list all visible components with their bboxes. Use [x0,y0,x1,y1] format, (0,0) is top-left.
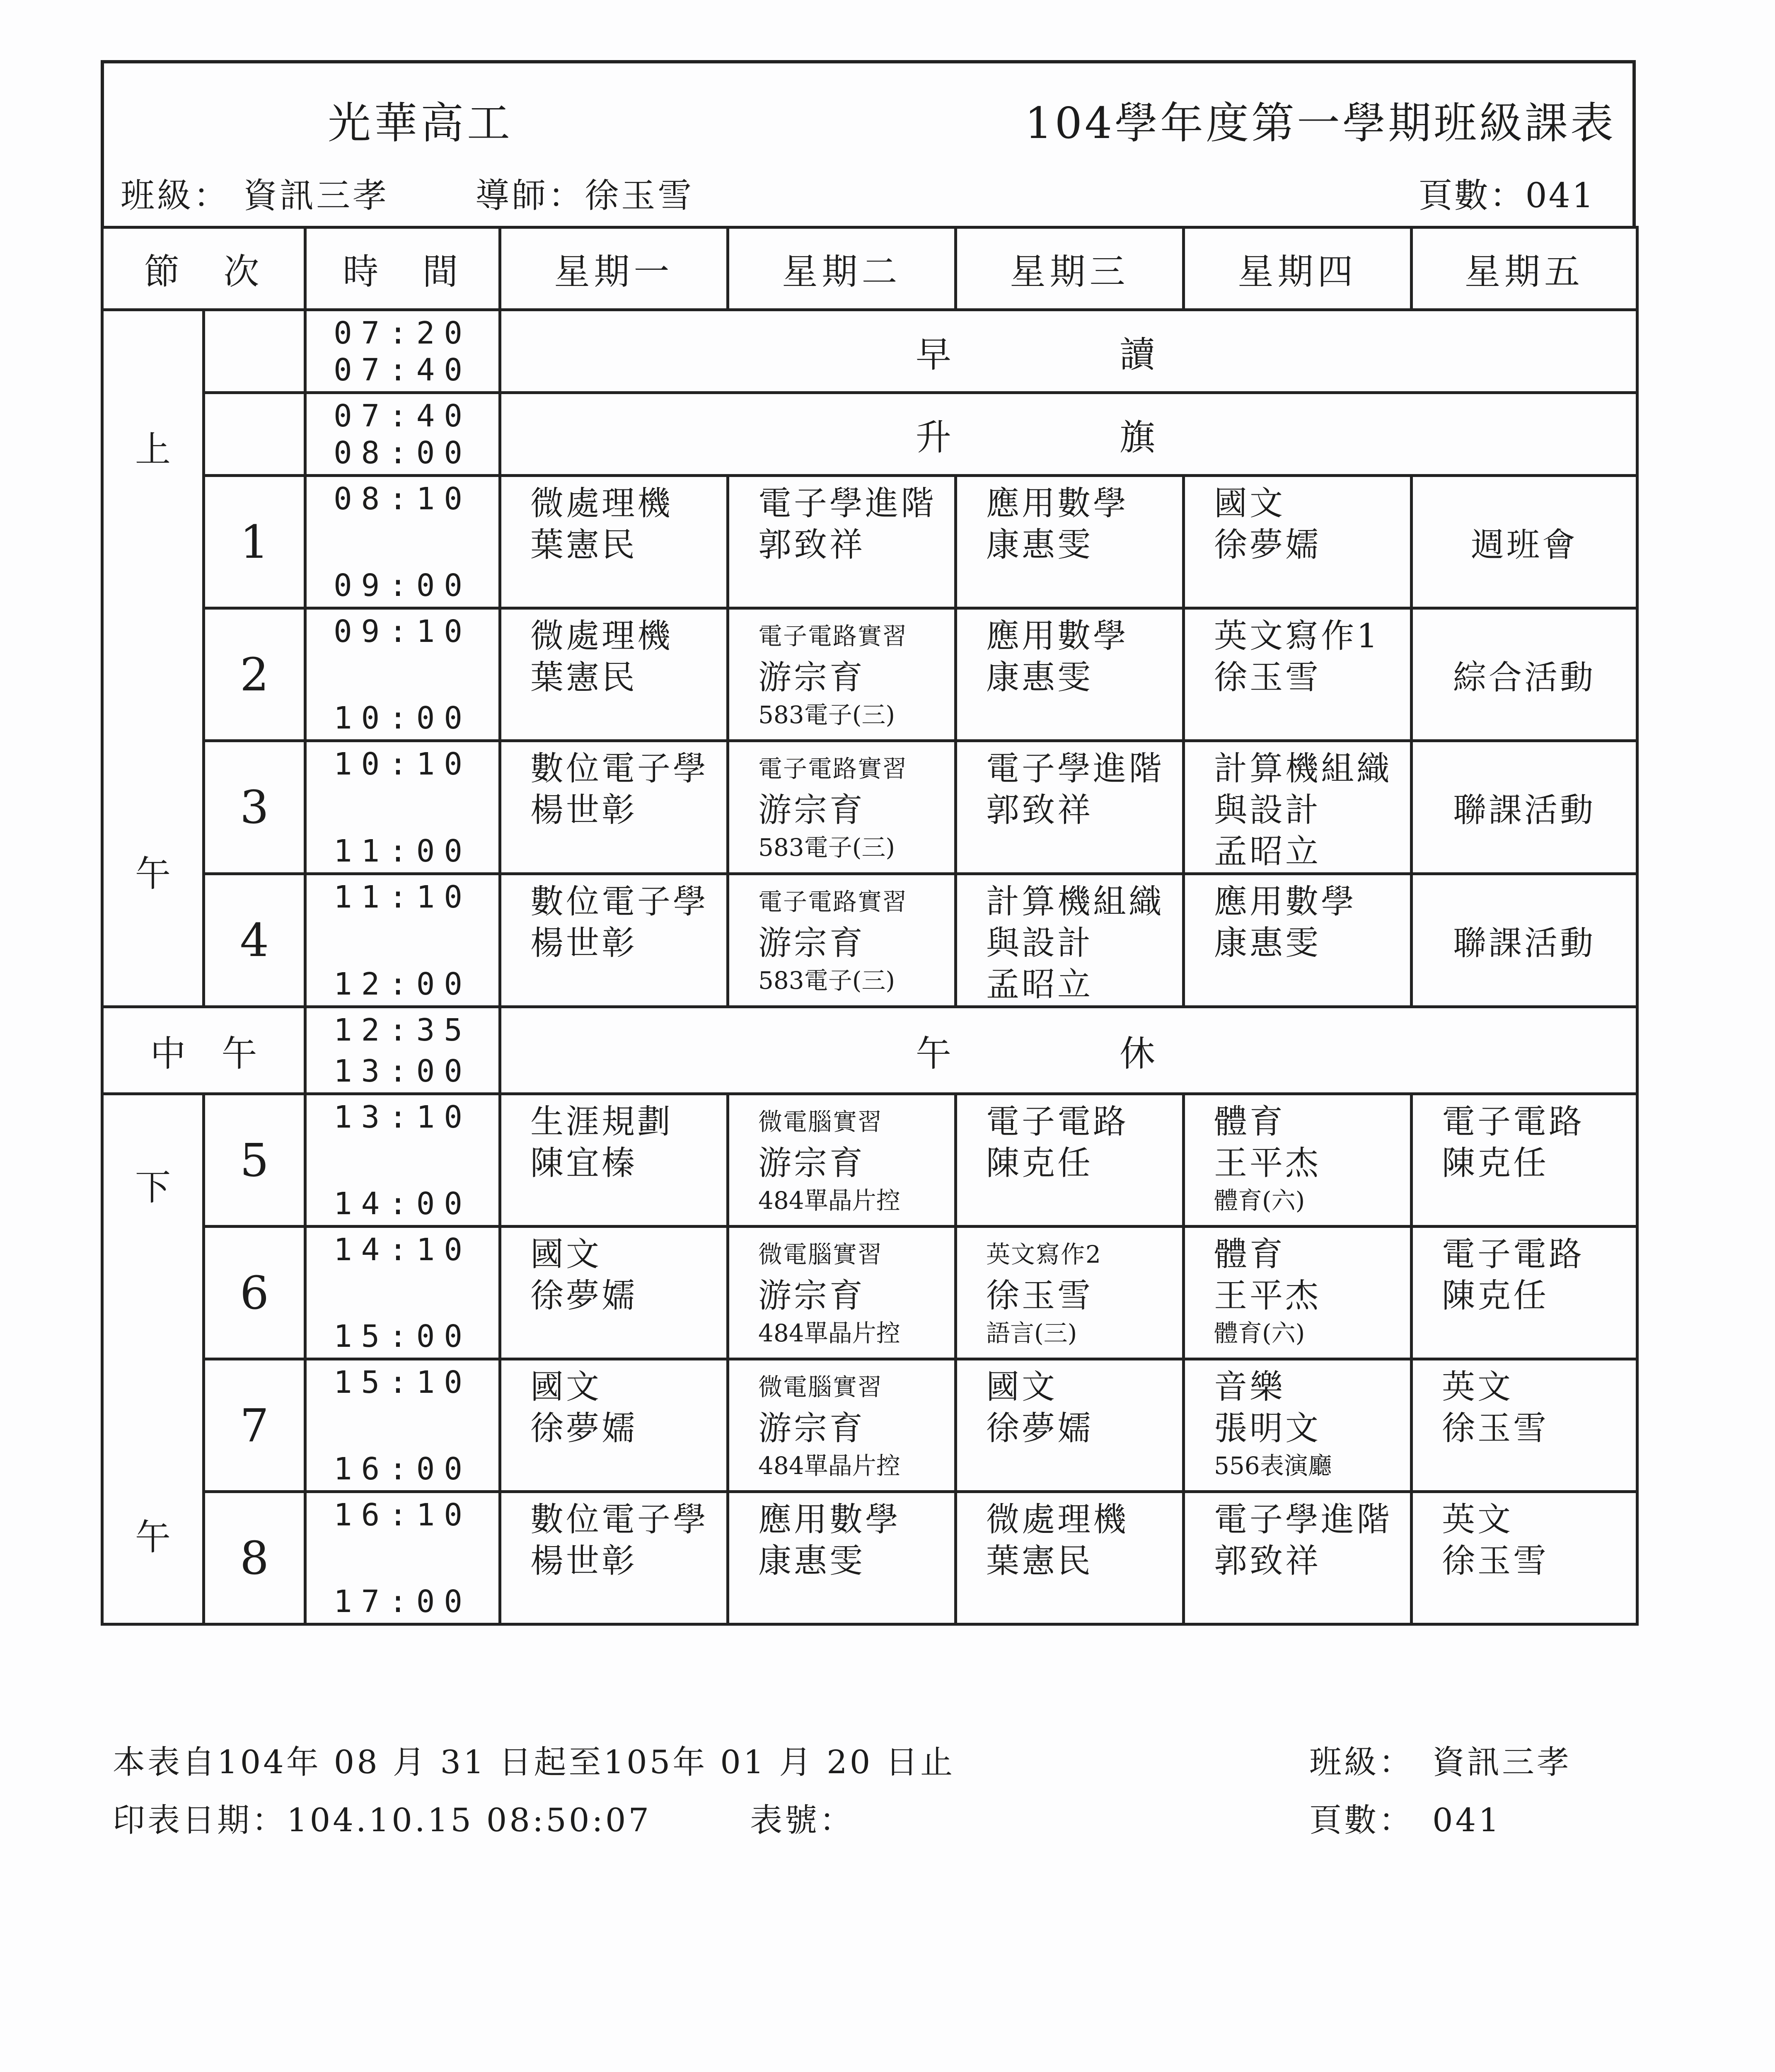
end-time: 15:00 [334,1319,472,1354]
afternoon-section [102,1094,204,1624]
subject-name: 英文 [1442,1500,1513,1539]
class-cell [728,1094,956,1227]
end-time: 09:00 [334,568,472,603]
end-time: 14:00 [334,1186,472,1222]
period-row [102,1492,1637,1624]
end-time: 16:00 [334,1451,472,1487]
activity-name: 綜合活動 [1453,658,1596,697]
time-cell [305,1359,500,1492]
time-cell [305,1007,500,1094]
start-time: 10:10 [334,746,472,782]
subject-name: 英文 [1442,1368,1513,1406]
schedule-table [101,226,1639,1626]
subject-name: 國文 [986,1368,1057,1406]
print-date: 印表日期：104.10.15 08:50:07 [113,1802,652,1839]
subject-name: 微處理機 [986,1500,1129,1539]
period-number: 6 [204,1227,305,1359]
teacher-name: 陳宜榛 [530,1144,637,1182]
teacher-name: 游宗育 [758,1276,865,1315]
class-info [121,169,694,217]
start-time: 16:10 [334,1497,472,1533]
subject-name: 電子學進階 [1214,1500,1392,1539]
class-cell [1184,1359,1412,1492]
start-time: 09:10 [334,614,472,649]
subject-name: 微電腦實習 [758,1373,883,1401]
teacher-name: 徐夢嬬 [1214,525,1321,564]
teacher-name: 楊世彰 [530,924,637,962]
period-number: 2 [204,608,305,741]
activity-name: 週班會 [1471,525,1578,564]
lunch-label: 午 休 [500,1007,1637,1094]
period-row [102,476,1637,608]
teacher-name: 游宗育 [758,924,865,962]
subject-name: 微電腦實習 [758,1240,883,1268]
class-cell [1184,1094,1412,1227]
start-time: 12:35 [334,1012,472,1048]
start-time: 15:10 [334,1365,472,1400]
subject-name: 應用數學 [986,617,1129,655]
period-number: 7 [204,1359,305,1492]
end-time: 08:00 [334,435,472,471]
time-cell [305,310,500,393]
class-cell [1184,608,1412,741]
class-cell [956,874,1184,1007]
time-cell [305,874,500,1007]
time-cell [305,1492,500,1624]
start-time: 07:40 [334,398,472,434]
subject-name: 應用數學 [758,1500,901,1539]
subject-name: 生涯規劃 [530,1102,673,1141]
title-bar [101,60,1636,148]
class-cell [728,1227,956,1359]
reading-label: 早 讀 [500,310,1637,393]
class-cell [956,608,1184,741]
class-cell [1412,1094,1637,1227]
timetable-sheet [101,60,1636,1635]
start-time: 13:10 [334,1099,472,1135]
teacher-name: 孟昭立 [1214,832,1321,871]
column-header-row [102,228,1637,310]
room-name: 556表演廳 [1214,1452,1332,1480]
class-cell [1184,741,1412,874]
teacher-name: 徐玉雪 [1442,1409,1549,1447]
class-label: 班級： [121,176,230,215]
end-time: 12:00 [334,966,472,1002]
subject-name: 微處理機 [530,617,673,655]
activity-name: 聯課活動 [1453,791,1596,830]
subject-name: 數位電子學 [530,1500,709,1539]
subject-name: 電子學進階 [986,749,1164,788]
class-cell [1412,1227,1637,1359]
teacher-name: 徐玉雪 [986,1276,1093,1315]
page-number: 頁數：041 [1418,176,1595,215]
subject-name: 英文寫作1 [1214,617,1380,655]
subject-name: 電子電路 [986,1102,1129,1141]
validity-period: 本表自104年 08 月 31 日起至105年 01 月 20 日止 [113,1744,955,1781]
subject-name: 計算機組織與設計 [1214,749,1392,829]
period-number: 4 [204,874,305,1007]
subject-name: 電子電路實習 [758,622,908,650]
class-cell [728,476,956,608]
class-cell [1184,1492,1412,1624]
class-cell [1412,874,1637,1007]
teacher-name: 王平杰 [1214,1276,1321,1315]
room-name: 484單晶片控 [758,1186,900,1215]
class-cell [500,1227,728,1359]
start-time: 14:10 [334,1232,472,1268]
subject-name: 微電腦實習 [758,1108,883,1136]
period-number: 1 [204,476,305,608]
class-cell [1412,1359,1637,1492]
room-name: 語言(三) [986,1319,1077,1347]
afternoon-char-1: 下 [135,1167,171,1208]
subject-name: 音樂 [1214,1368,1285,1406]
class-cell [500,476,728,608]
class-cell [956,741,1184,874]
class-cell [500,874,728,1007]
subject-name: 體育 [1214,1102,1285,1141]
subject-name: 英文寫作2 [986,1240,1102,1268]
end-time: 10:00 [334,700,472,736]
class-cell [500,1094,728,1227]
teacher-name: 陳克任 [1442,1144,1549,1182]
period-number: 5 [204,1094,305,1227]
subject-name: 國文 [530,1235,602,1273]
end-time: 17:00 [334,1584,472,1619]
subject-name: 應用數學 [986,484,1129,523]
teacher-name: 游宗育 [758,1144,865,1182]
teacher-name: 陳克任 [986,1144,1093,1182]
teacher-name: 郭致祥 [758,525,865,564]
teacher-name: 徐玉雪 [1442,1542,1549,1580]
class-cell [728,1492,956,1624]
teacher-name: 葉憲民 [530,525,637,564]
class-cell [500,1359,728,1492]
start-time: 08:10 [334,481,472,517]
teacher-name: 楊世彰 [530,791,637,829]
class-cell [1412,1492,1637,1624]
end-time: 11:00 [334,833,472,869]
time-cell [305,1227,500,1359]
teacher-name: 徐夢嬬 [530,1409,637,1447]
teacher-name: 徐玉雪 [1214,658,1321,697]
period-row [102,874,1637,1007]
teacher-name: 游宗育 [758,1409,865,1447]
teacher-name: 楊世彰 [530,1542,637,1580]
subject-name: 數位電子學 [530,882,709,921]
subject-name: 微處理機 [530,484,673,523]
flag-label: 升 旗 [500,393,1637,476]
time-cell [305,476,500,608]
subject-name: 數位電子學 [530,749,709,788]
period-row [102,1094,1637,1227]
class-cell [956,1094,1184,1227]
class-cell [728,741,956,874]
activity-name: 聯課活動 [1453,924,1596,963]
class-cell [500,608,728,741]
col-mon: 星期一 [500,228,728,310]
room-name: 583電子(三) [758,701,895,729]
period-number: 3 [204,741,305,874]
class-cell [956,1359,1184,1492]
footer-class: 班級： 資訊三孝 [1309,1744,1572,1781]
footer-page: 頁數： 041 [1309,1802,1502,1839]
morning-char-1: 上 [135,428,171,470]
end-time: 07:40 [334,352,472,388]
room-name: 484單晶片控 [758,1319,900,1347]
class-value: 資訊三孝 [243,176,389,215]
subject-name: 國文 [1214,484,1285,523]
class-cell [1412,476,1637,608]
subject-name: 應用數學 [1214,882,1357,921]
subject-name: 電子學進階 [758,484,936,523]
morning-char-2: 午 [135,853,171,895]
end-time: 13:00 [334,1053,472,1089]
subject-name: 國文 [530,1368,602,1406]
col-thu: 星期四 [1184,228,1412,310]
school-name: 光華高工 [328,98,514,148]
time-cell [305,1094,500,1227]
class-cell [956,1492,1184,1624]
teacher-name: 張明文 [1214,1409,1321,1447]
reading-row [102,310,1637,393]
teacher-name: 康惠雯 [986,658,1093,697]
period-number: 8 [204,1492,305,1624]
col-tue: 星期二 [728,228,956,310]
subject-name: 電子電路實習 [758,755,908,783]
col-fri: 星期五 [1412,228,1637,310]
teacher-name: 游宗育 [758,658,865,697]
teacher-name: 葉憲民 [986,1542,1093,1580]
period-row [102,1359,1637,1492]
period-row [102,741,1637,874]
room-name: 體育(六) [1214,1186,1305,1215]
teacher-name: 郭致祥 [1214,1542,1321,1580]
info-bar [101,143,1636,226]
class-cell [1184,476,1412,608]
class-cell [1184,874,1412,1007]
room-name: 583電子(三) [758,833,895,862]
subject-name: 電子電路 [1442,1102,1584,1141]
class-cell [500,1492,728,1624]
room-name: 583電子(三) [758,966,895,995]
teacher-name: 康惠雯 [986,525,1093,564]
teacher-name: 游宗育 [758,791,865,829]
period-row [102,1227,1637,1359]
noon-section: 中 午 [102,1007,305,1094]
class-cell [1412,608,1637,741]
teacher-name: 陳克任 [1442,1276,1549,1315]
time-cell [305,608,500,741]
class-cell [728,874,956,1007]
col-time: 時 間 [305,228,500,310]
flag-row [102,393,1637,476]
table-number: 表號： [750,1802,855,1839]
class-cell [956,476,1184,608]
time-cell [305,393,500,476]
period-row [102,608,1637,741]
lunch-row [102,1007,1637,1094]
start-time: 11:10 [334,879,472,915]
subject-name: 電子電路實習 [758,888,908,916]
class-cell [1412,741,1637,874]
subject-name: 體育 [1214,1235,1285,1273]
empty-cell [204,393,305,476]
class-cell [500,741,728,874]
subject-name: 電子電路 [1442,1235,1584,1273]
empty-cell [204,310,305,393]
morning-section [102,310,204,1007]
time-cell [305,741,500,874]
class-cell [1184,1227,1412,1359]
class-cell [728,1359,956,1492]
col-wed: 星期三 [956,228,1184,310]
subject-name: 計算機組織與設計 [986,882,1164,962]
teacher-name: 徐夢嬬 [986,1409,1093,1447]
class-cell [956,1227,1184,1359]
teacher-name: 康惠雯 [1214,924,1321,962]
col-period: 節 次 [102,228,305,310]
teacher-name: 孟昭立 [986,965,1093,1004]
class-cell [728,608,956,741]
timetable-title: 104學年度第一學期班級課表 [1025,98,1616,148]
tutor-value: 徐玉雪 [585,176,694,215]
tutor-label: 導師： [475,176,585,215]
teacher-name: 徐夢嬬 [530,1276,637,1315]
room-name: 484單晶片控 [758,1452,900,1480]
room-name: 體育(六) [1214,1319,1305,1347]
teacher-name: 康惠雯 [758,1542,865,1580]
start-time: 07:20 [334,315,472,351]
teacher-name: 王平杰 [1214,1144,1321,1182]
teacher-name: 郭致祥 [986,791,1093,829]
afternoon-char-2: 午 [135,1516,171,1558]
teacher-name: 葉憲民 [530,658,637,697]
